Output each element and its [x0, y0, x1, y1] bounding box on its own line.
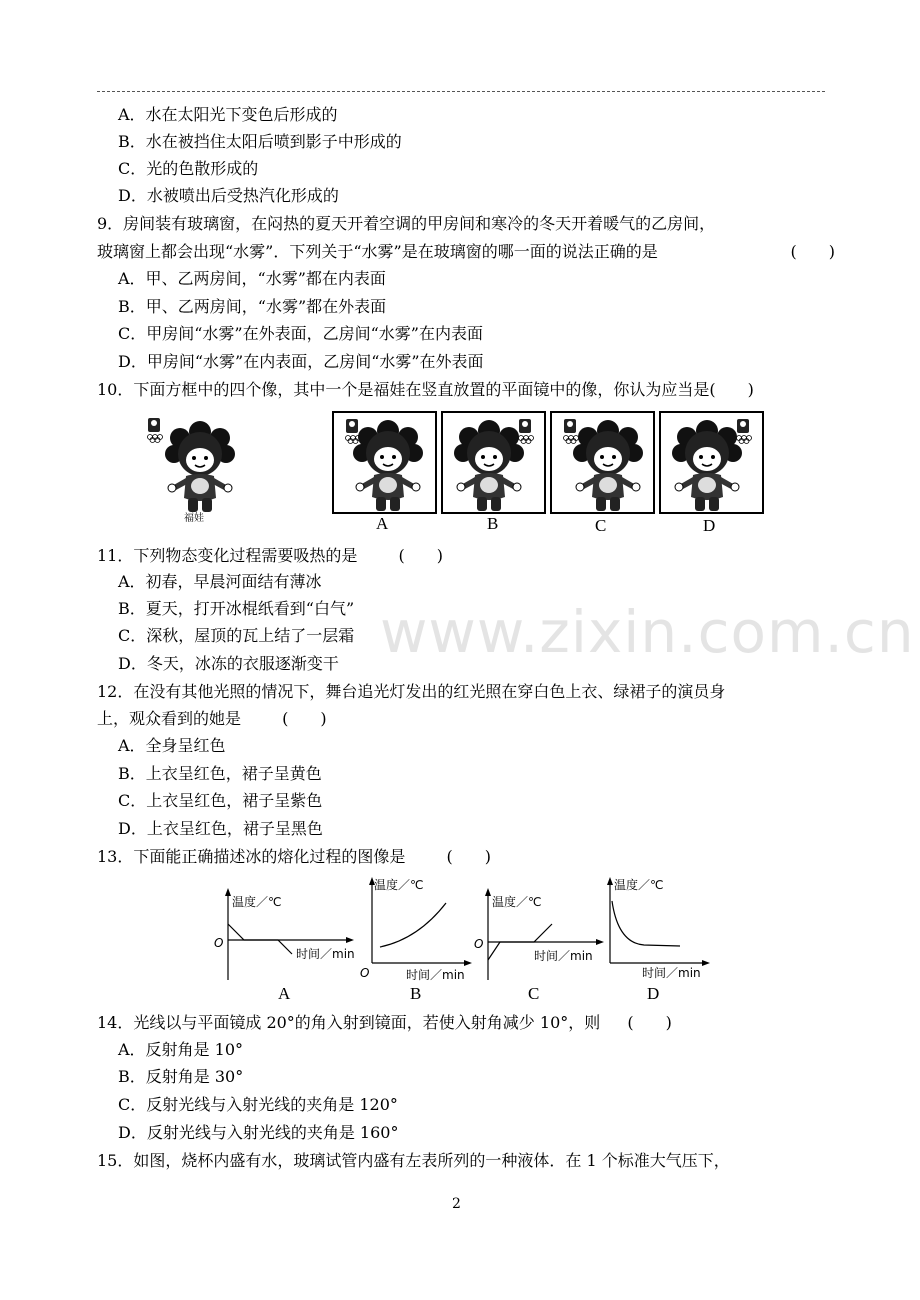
graph-label-b: B	[410, 984, 422, 1003]
q11-answer-bracket: ( )	[398, 546, 443, 565]
q9-stem-line1: 9．房间装有玻璃窗，在闷热的夏天开着空调的甲房间和寒冷的冬天开着暖气的乙房间，	[97, 214, 716, 233]
graph-c-ylabel: 温度／℃	[492, 895, 542, 909]
fuwa-label-a: A	[376, 514, 389, 533]
q15-stem: 15．如图，烧杯内盛有水，玻璃试管内盛有左表所列的一种液体．在 1 个标准大气压下，	[97, 1151, 730, 1170]
fuwa-option-a-box	[332, 411, 437, 514]
q11-option-d: D．冬天，冰冻的衣服逐渐变干	[118, 654, 339, 673]
q12-option-d: D．上衣呈红色，裙子呈黑色	[118, 819, 323, 838]
graph-b-xlabel: 时间／min	[406, 968, 465, 982]
q9-stem-line2	[97, 241, 835, 263]
graph-a-curve	[228, 924, 292, 954]
q14-option-a: A．反射角是 10°	[118, 1040, 244, 1059]
fuwa-option-b-box	[441, 411, 546, 514]
q14-answer-bracket: ( )	[627, 1013, 672, 1032]
fuwa-label-b: B	[487, 514, 499, 533]
q14-option-b: B．反射角是 30°	[118, 1067, 244, 1086]
melting-graph-b	[358, 873, 478, 983]
q9-option-b: B．甲、乙两房间，“水雾”都在外表面	[118, 297, 387, 316]
header-dashed-line	[97, 91, 825, 92]
q12-option-b: B．上衣呈红色，裙子呈黄色	[118, 764, 322, 783]
q12-stem-line1: 12．在没有其他光照的情况下，舞台追光灯发出的红光照在穿白色上衣、绿裙子的演员身	[97, 682, 726, 701]
q11-option-a: A．初春，早晨河面结有薄冰	[118, 572, 322, 591]
q9-answer-bracket: ( )	[790, 242, 835, 261]
melting-graph-c	[470, 880, 610, 985]
graph-b-origin: O	[360, 966, 370, 980]
q11-option-c: C．深秋，屋顶的瓦上结了一层霜	[118, 626, 355, 645]
q8-option-a: A．水在太阳光下变色后形成的	[118, 105, 338, 124]
q12-option-c: C．上衣呈红色，裙子呈紫色	[118, 791, 323, 810]
fuwa-option-c-image	[552, 413, 653, 512]
q14-option-d: D．反射光线与入射光线的夹角是 160°	[118, 1123, 399, 1142]
q9-option-c: C．甲房间“水雾”在外表面，乙房间“水雾”在内表面	[118, 324, 483, 343]
graph-a-origin: O	[214, 936, 224, 950]
graph-b-ylabel: 温度／℃	[374, 878, 424, 892]
q11-option-b: B．夏天，打开冰棍纸看到“白气”	[118, 599, 355, 618]
fuwa-option-d-image	[661, 413, 762, 512]
page-number: 2	[452, 1196, 461, 1212]
q12-stem-text: 上，观众看到的她是	[97, 709, 242, 728]
q14-stem-text: 14．光线以与平面镜成 20°的角入射到镜面，若使入射角减少 10°，则	[97, 1013, 601, 1032]
graph-label-c: C	[528, 984, 540, 1003]
graph-d-ylabel: 温度／℃	[614, 878, 664, 892]
q9-option-d: D．甲房间“水雾”在内表面，乙房间“水雾”在外表面	[118, 352, 484, 371]
melting-graph-a	[210, 880, 360, 985]
q13-stem-text: 13．下面能正确描述冰的熔化过程的图像是	[97, 847, 406, 866]
q12-stem-line2	[97, 708, 327, 730]
q8-option-b: B．水在被挡住太阳后喷到影子中形成的	[118, 132, 402, 151]
graph-c-origin: O	[474, 937, 484, 951]
q12-answer-bracket: ( )	[282, 709, 327, 728]
q8-option-c: C．光的色散形成的	[118, 159, 259, 178]
graph-a-xlabel: 时间／min	[296, 947, 355, 961]
fuwa-option-c-box	[550, 411, 655, 514]
graph-b-curve	[380, 903, 446, 947]
q11-stem	[97, 545, 443, 567]
q10-stem: 10．下面方框中的四个像，其中一个是福娃在竖直放置的平面镜中的像，你认为应当是( )	[97, 380, 754, 399]
fuwa-option-d-box	[659, 411, 764, 514]
q13-answer-bracket: ( )	[446, 847, 491, 866]
q11-stem-text: 11．下列物态变化过程需要吸热的是	[97, 546, 358, 565]
q12-option-a: A．全身呈红色	[118, 736, 226, 755]
fuwa-label-c: C	[595, 516, 607, 535]
q14-option-c: C．反射光线与入射光线的夹角是 120°	[118, 1095, 398, 1114]
q13-stem	[97, 846, 491, 868]
fuwa-option-b-image	[443, 413, 544, 512]
q14-stem	[97, 1012, 672, 1034]
graph-d-xlabel: 时间／min	[642, 966, 701, 980]
q8-option-d: D．水被喷出后受热汽化形成的	[118, 186, 339, 205]
graph-label-d: D	[647, 984, 660, 1003]
graph-label-a: A	[278, 984, 291, 1003]
fuwa-option-a-image	[334, 413, 435, 512]
fuwa-label-d: D	[703, 516, 716, 535]
graph-d-curve	[612, 901, 680, 946]
q9-stem-text: 玻璃窗上都会出现“水雾”．下列关于“水雾”是在玻璃窗的哪一面的说法正确的是	[97, 242, 658, 261]
melting-graph-d	[598, 873, 718, 983]
graph-a-ylabel: 温度／℃	[232, 895, 282, 909]
graph-c-xlabel: 时间／min	[534, 949, 593, 963]
q9-option-a: A．甲、乙两房间，“水雾”都在内表面	[118, 269, 386, 288]
fuwa-original-figure	[142, 414, 252, 524]
fuwa-caption: 福娃	[184, 513, 204, 524]
watermark: www.zixin.com.cn	[380, 598, 915, 666]
